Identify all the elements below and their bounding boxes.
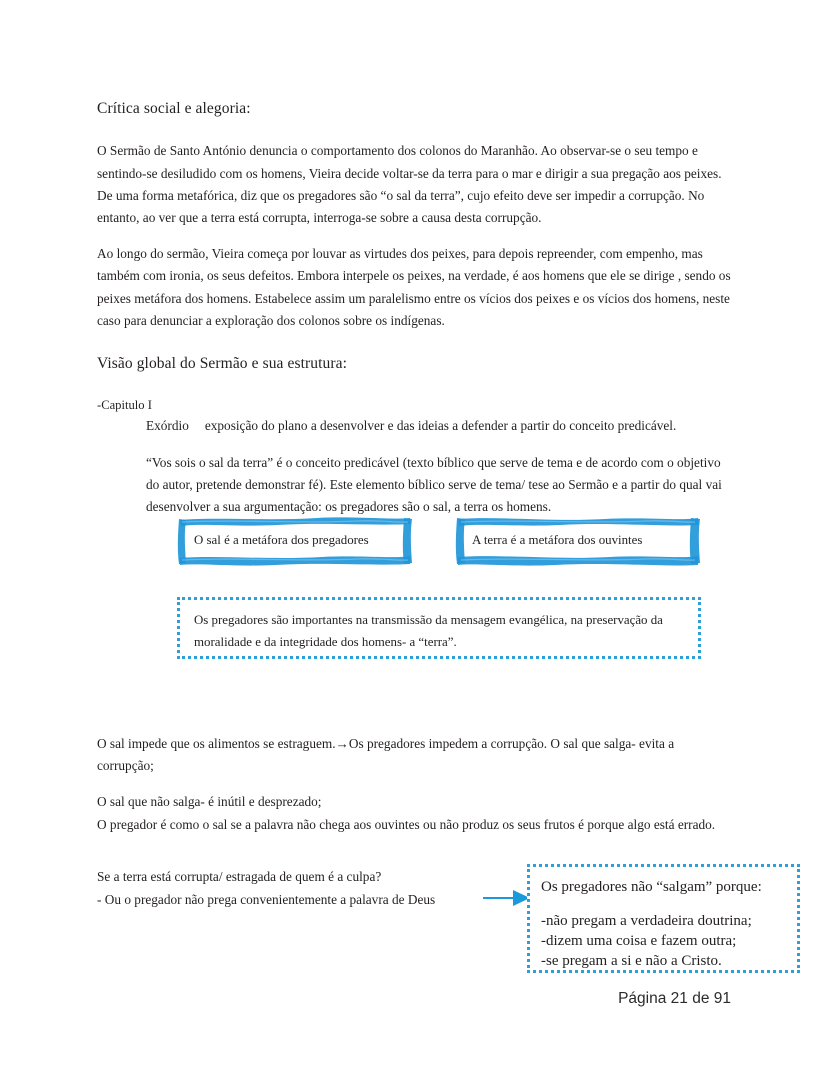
spacer	[97, 777, 733, 791]
document-body-lower	[97, 733, 733, 836]
spacer	[97, 332, 733, 354]
exordio-definition: exposição do plano a desenvolver e das ideias a defender a partir do conceito predicável.	[204, 418, 677, 434]
callout-box-why-not-salting	[527, 864, 800, 973]
arrow-right-icon	[483, 888, 531, 908]
heading-critica-social: Crítica social e alegoria:	[97, 100, 251, 117]
paragraph-sal-impede: O sal impede que os alimentos se estraguem.→Os pregadores impedem a corrupção. O sal que salga- evita a corrupção;	[97, 736, 675, 774]
paragraph-pregador-como-sal: O pregador é como o sal se a palavra não chega aos ouvintes ou não produz os seus frutos é porque algo está errado.	[97, 816, 716, 832]
box-salt-label: O sal é a metáfora dos pregadores	[194, 533, 369, 548]
heading-visao-global: Visão global do Sermão e sua estrutura:	[97, 355, 348, 372]
chapter-label-capitulo-1: -Capitulo I	[97, 398, 152, 413]
page-indicator: Página 21 de 91	[618, 990, 731, 1007]
callout-box-preachers-importance	[177, 597, 701, 659]
callout-item-2: -dizem uma coisa e fazem outra;	[541, 933, 737, 949]
spacer	[97, 229, 733, 243]
callout-item-1: -não pregam a verdadeira doutrina;	[541, 913, 752, 929]
spacer	[97, 373, 733, 395]
paragraph-sal-nao-salga: O sal que não salga- é inútil e desprezado;	[97, 794, 322, 810]
callout-box-salt-metaphor	[177, 515, 413, 567]
paragraph-critica-1: O Sermão de Santo António denuncia o comportamento dos colonos do Maranhão. Ao observar-se o seu tempo e sentindo-se desiludido com os homens, Vieira decide voltar-se da terra para o mar e dirigir a sua pregação aos peixes. De uma forma metafórica, diz que os pregadores são “o sal da terra”, cujo efeito deve ser impedir a corrupção. No entanto, ao ver que a terra está corrupta, interroga-se sobre a causa desta corrupção.	[97, 143, 722, 225]
callout-title: Os pregadores não “salgam” porque:	[541, 879, 762, 895]
paragraph-critica-2: Ao longo do sermão, Vieira começa por louvar as virtudes dos peixes, para depois repreender, com empenho, mas também com ironia, os seus defeitos. Embora interpele os peixes, na verdade, é aos homens que ele se dirige , sendo os peixes metáfora dos homens. Estabelece assim um paralelismo entre os vícios dos peixes e os vícios dos homens, neste caso para denunciar a exploração dos colonos sobre os indígenas.	[97, 246, 731, 328]
spacer	[541, 898, 787, 911]
spacer	[97, 118, 733, 140]
question-block	[97, 866, 497, 911]
box-earth-label: A terra é a metáfora dos ouvintes	[472, 533, 643, 548]
callout-box-earth-metaphor	[455, 515, 701, 567]
preachers-note-text: Os pregadores são importantes na transmissão da mensagem evangélica, na preservação da moralidade e da integridade dos homens- a “terra”.	[194, 613, 663, 649]
callout-item-3: -se pregam a si e não a Cristo.	[541, 953, 722, 969]
exordio-block	[146, 415, 733, 518]
answer-pregador: - Ou o pregador não prega convenientemente a palavra de Deus	[97, 891, 436, 907]
exordio-line	[146, 415, 733, 437]
exordio-term: Exórdio	[146, 418, 189, 434]
question-culpa: Se a terra está corrupta/ estragada de quem é a culpa?	[97, 869, 382, 884]
document-body	[97, 99, 733, 518]
paragraph-conceito-predicavel: “Vos sois o sal da terra” é o conceito predicável (texto bíblico que serve de tema e de acordo com o objetivo do autor, pretende demonstrar fé). Este elemento bíblico serve de tema/ tese ao Sermão e a partir do qual vai desenvolver a sua argumentação: os pregadores são o sal, a terra os homens.	[146, 454, 722, 514]
spacer	[146, 438, 733, 452]
